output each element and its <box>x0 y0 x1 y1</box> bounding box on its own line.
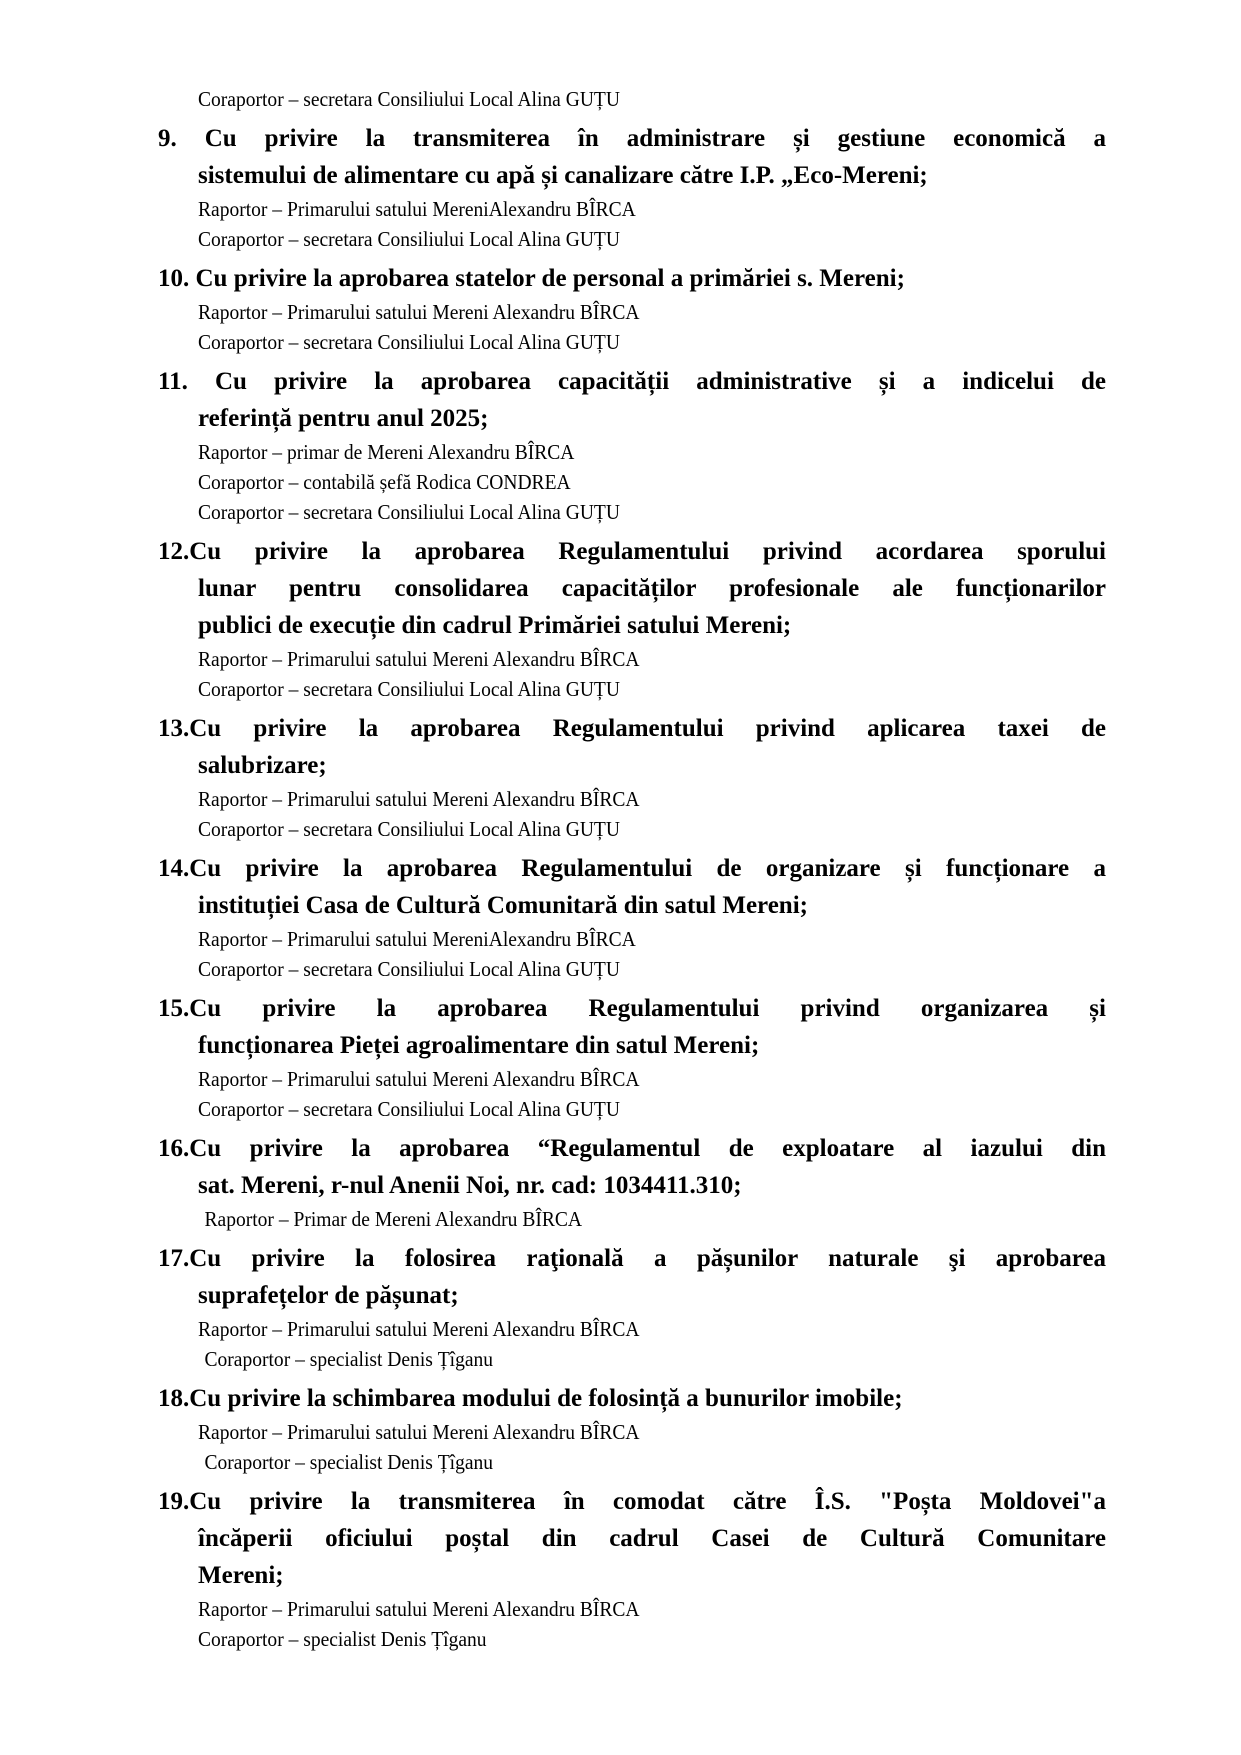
speaker-line: Coraportor – secretara Consiliului Local Alina GUȚU <box>198 500 620 524</box>
item-title-line: Mereni; <box>198 1562 284 1589</box>
agenda-item-11 <box>158 363 1106 527</box>
item-title-line: încăperii oficiului poștal din cadrul Casei de Cultură Comunitare <box>198 1525 1106 1552</box>
item-title-line <box>158 1240 1106 1277</box>
agenda-item-18 <box>158 1380 1106 1477</box>
item-title-text: Cu privire la schimbarea modului de folosință a bunurilor imobile; <box>189 1385 903 1412</box>
speaker-line: Raportor – Primarului satului MereniAlexandru BÎRCA <box>198 197 636 221</box>
item-title-text: Cu privire la transmiterea în administrare și gestiune economică a <box>204 125 1106 152</box>
item-title-line: funcționarea Pieței agroalimentare din satul Mereni; <box>198 1032 760 1059</box>
item-title-line <box>158 363 1106 400</box>
agenda-item-14 <box>158 850 1106 984</box>
speaker-line: Coraportor – secretara Consiliului Local Alina GUȚU <box>198 330 620 354</box>
item-title-text: Cu privire la aprobarea statelor de personal a primăriei s. Mereni; <box>195 265 905 292</box>
item-number: 13. <box>158 715 190 742</box>
item-number: 9. <box>158 125 205 152</box>
item-title-text: Cu privire la folosirea raţională a pășunilor naturale şi aprobarea <box>189 1245 1106 1272</box>
speaker-line: Raportor – Primarului satului Mereni Alexandru BÎRCA <box>198 1420 640 1444</box>
agenda-item-16 <box>158 1130 1106 1234</box>
speaker-line: Coraportor – specialist Denis Țîganu <box>204 1450 494 1474</box>
item-title-line <box>158 850 1106 887</box>
speaker-line: Raportor – Primarului satului Mereni Alexandru BÎRCA <box>198 647 640 671</box>
item-title-line: referință pentru anul 2025; <box>198 405 489 432</box>
speaker-line: Coraportor – specialist Denis Țîganu <box>198 1627 487 1651</box>
speaker-line: Coraportor – specialist Denis Țîganu <box>204 1347 494 1371</box>
item-number: 12. <box>158 538 190 565</box>
speaker-line: Raportor – Primarului satului Mereni Alexandru BÎRCA <box>198 787 640 811</box>
speaker-line: Coraportor – secretara Consiliului Local Alina GUȚU <box>198 817 620 841</box>
item-number: 16. <box>158 1135 190 1162</box>
item-number: 18. <box>158 1385 190 1412</box>
item-title-line <box>158 1483 1106 1520</box>
speaker-line: Coraportor – secretara Consiliului Local Alina GUȚU <box>198 1097 620 1121</box>
speaker-line: Raportor – primar de Mereni Alexandru BÎRCA <box>198 440 575 464</box>
item-title-line: suprafețelor de pășunat; <box>198 1282 459 1309</box>
speaker-line: Coraportor – secretara Consiliului Local Alina GUȚU <box>198 957 620 981</box>
item-number: 11. <box>158 368 215 395</box>
item-title-text: Cu privire la aprobarea Regulamentului privind acordarea sporului <box>189 538 1106 565</box>
item-title-text: Cu privire la transmiterea în comodat către Î.S. "Poșta Moldovei"a <box>189 1488 1106 1515</box>
item-title-text: Cu privire la aprobarea Regulamentului privind organizarea și <box>189 995 1106 1022</box>
agenda-item-17 <box>158 1240 1106 1374</box>
item-number: 14. <box>158 855 190 882</box>
speaker-line: Raportor – Primarului satului Mereni Alexandru BÎRCA <box>198 1597 640 1621</box>
speaker-line: Raportor – Primarului satului Mereni Alexandru BÎRCA <box>198 1067 640 1091</box>
item-title-line <box>158 120 1106 157</box>
agenda-item-13 <box>158 710 1106 844</box>
speaker-line: Coraportor – contabilă șefă Rodica CONDREA <box>198 470 571 494</box>
item-title-line: sat. Mereni, r-nul Anenii Noi, nr. cad: 1034411.310; <box>198 1172 742 1199</box>
item-title-line <box>158 260 1106 297</box>
agenda-item-9 <box>158 120 1106 254</box>
item-title-line <box>158 710 1106 747</box>
item-number: 15. <box>158 995 190 1022</box>
speaker-line: Raportor – Primarului satului Mereni Alexandru BÎRCA <box>198 1317 640 1341</box>
item-title-line: publici de execuție din cadrul Primăriei satului Mereni; <box>198 612 792 639</box>
item-title-line: sistemului de alimentare cu apă și canalizare către I.P. „Eco-Mereni; <box>198 162 928 189</box>
item-number: 10. <box>158 265 196 292</box>
speaker-line: Raportor – Primarului satului Mereni Alexandru BÎRCA <box>198 300 640 324</box>
item-number: 19. <box>158 1488 190 1515</box>
speaker-line: Coraportor – secretara Consiliului Local Alina GUȚU <box>198 227 620 251</box>
item-title-line: instituției Casa de Cultură Comunitară din satul Mereni; <box>198 892 808 919</box>
item-number: 17. <box>158 1245 190 1272</box>
agenda-item-15 <box>158 990 1106 1124</box>
intro-coraportor-line: Coraportor – secretara Consiliului Local Alina GUȚU <box>198 87 620 111</box>
item-title-line: salubrizare; <box>198 752 327 779</box>
speaker-line: Raportor – Primarului satului MereniAlexandru BÎRCA <box>198 927 636 951</box>
speaker-line: Coraportor – secretara Consiliului Local Alina GUȚU <box>198 677 620 701</box>
agenda-item-10 <box>158 260 1106 357</box>
item-title-text: Cu privire la aprobarea Regulamentului de organizare și funcționare a <box>189 855 1106 882</box>
item-title-line <box>158 1380 1106 1417</box>
item-title-text: Cu privire la aprobarea capacității administrative și a indicelui de <box>214 368 1107 395</box>
item-title-line <box>158 1130 1106 1167</box>
item-title-line <box>158 533 1106 570</box>
item-title-text: Cu privire la aprobarea “Regulamentul de exploatare al iazului din <box>189 1135 1106 1162</box>
speaker-line: Raportor – Primar de Mereni Alexandru BÎRCA <box>204 1207 583 1231</box>
agenda-list <box>158 84 1106 1654</box>
agenda-item-19 <box>158 1483 1106 1654</box>
item-title-text: Cu privire la aprobarea Regulamentului privind aplicarea taxei de <box>189 715 1106 742</box>
item-title-line <box>158 990 1106 1027</box>
agenda-item-12 <box>158 533 1106 704</box>
item-title-line: lunar pentru consolidarea capacităților profesionale ale funcționarilor <box>198 575 1106 602</box>
